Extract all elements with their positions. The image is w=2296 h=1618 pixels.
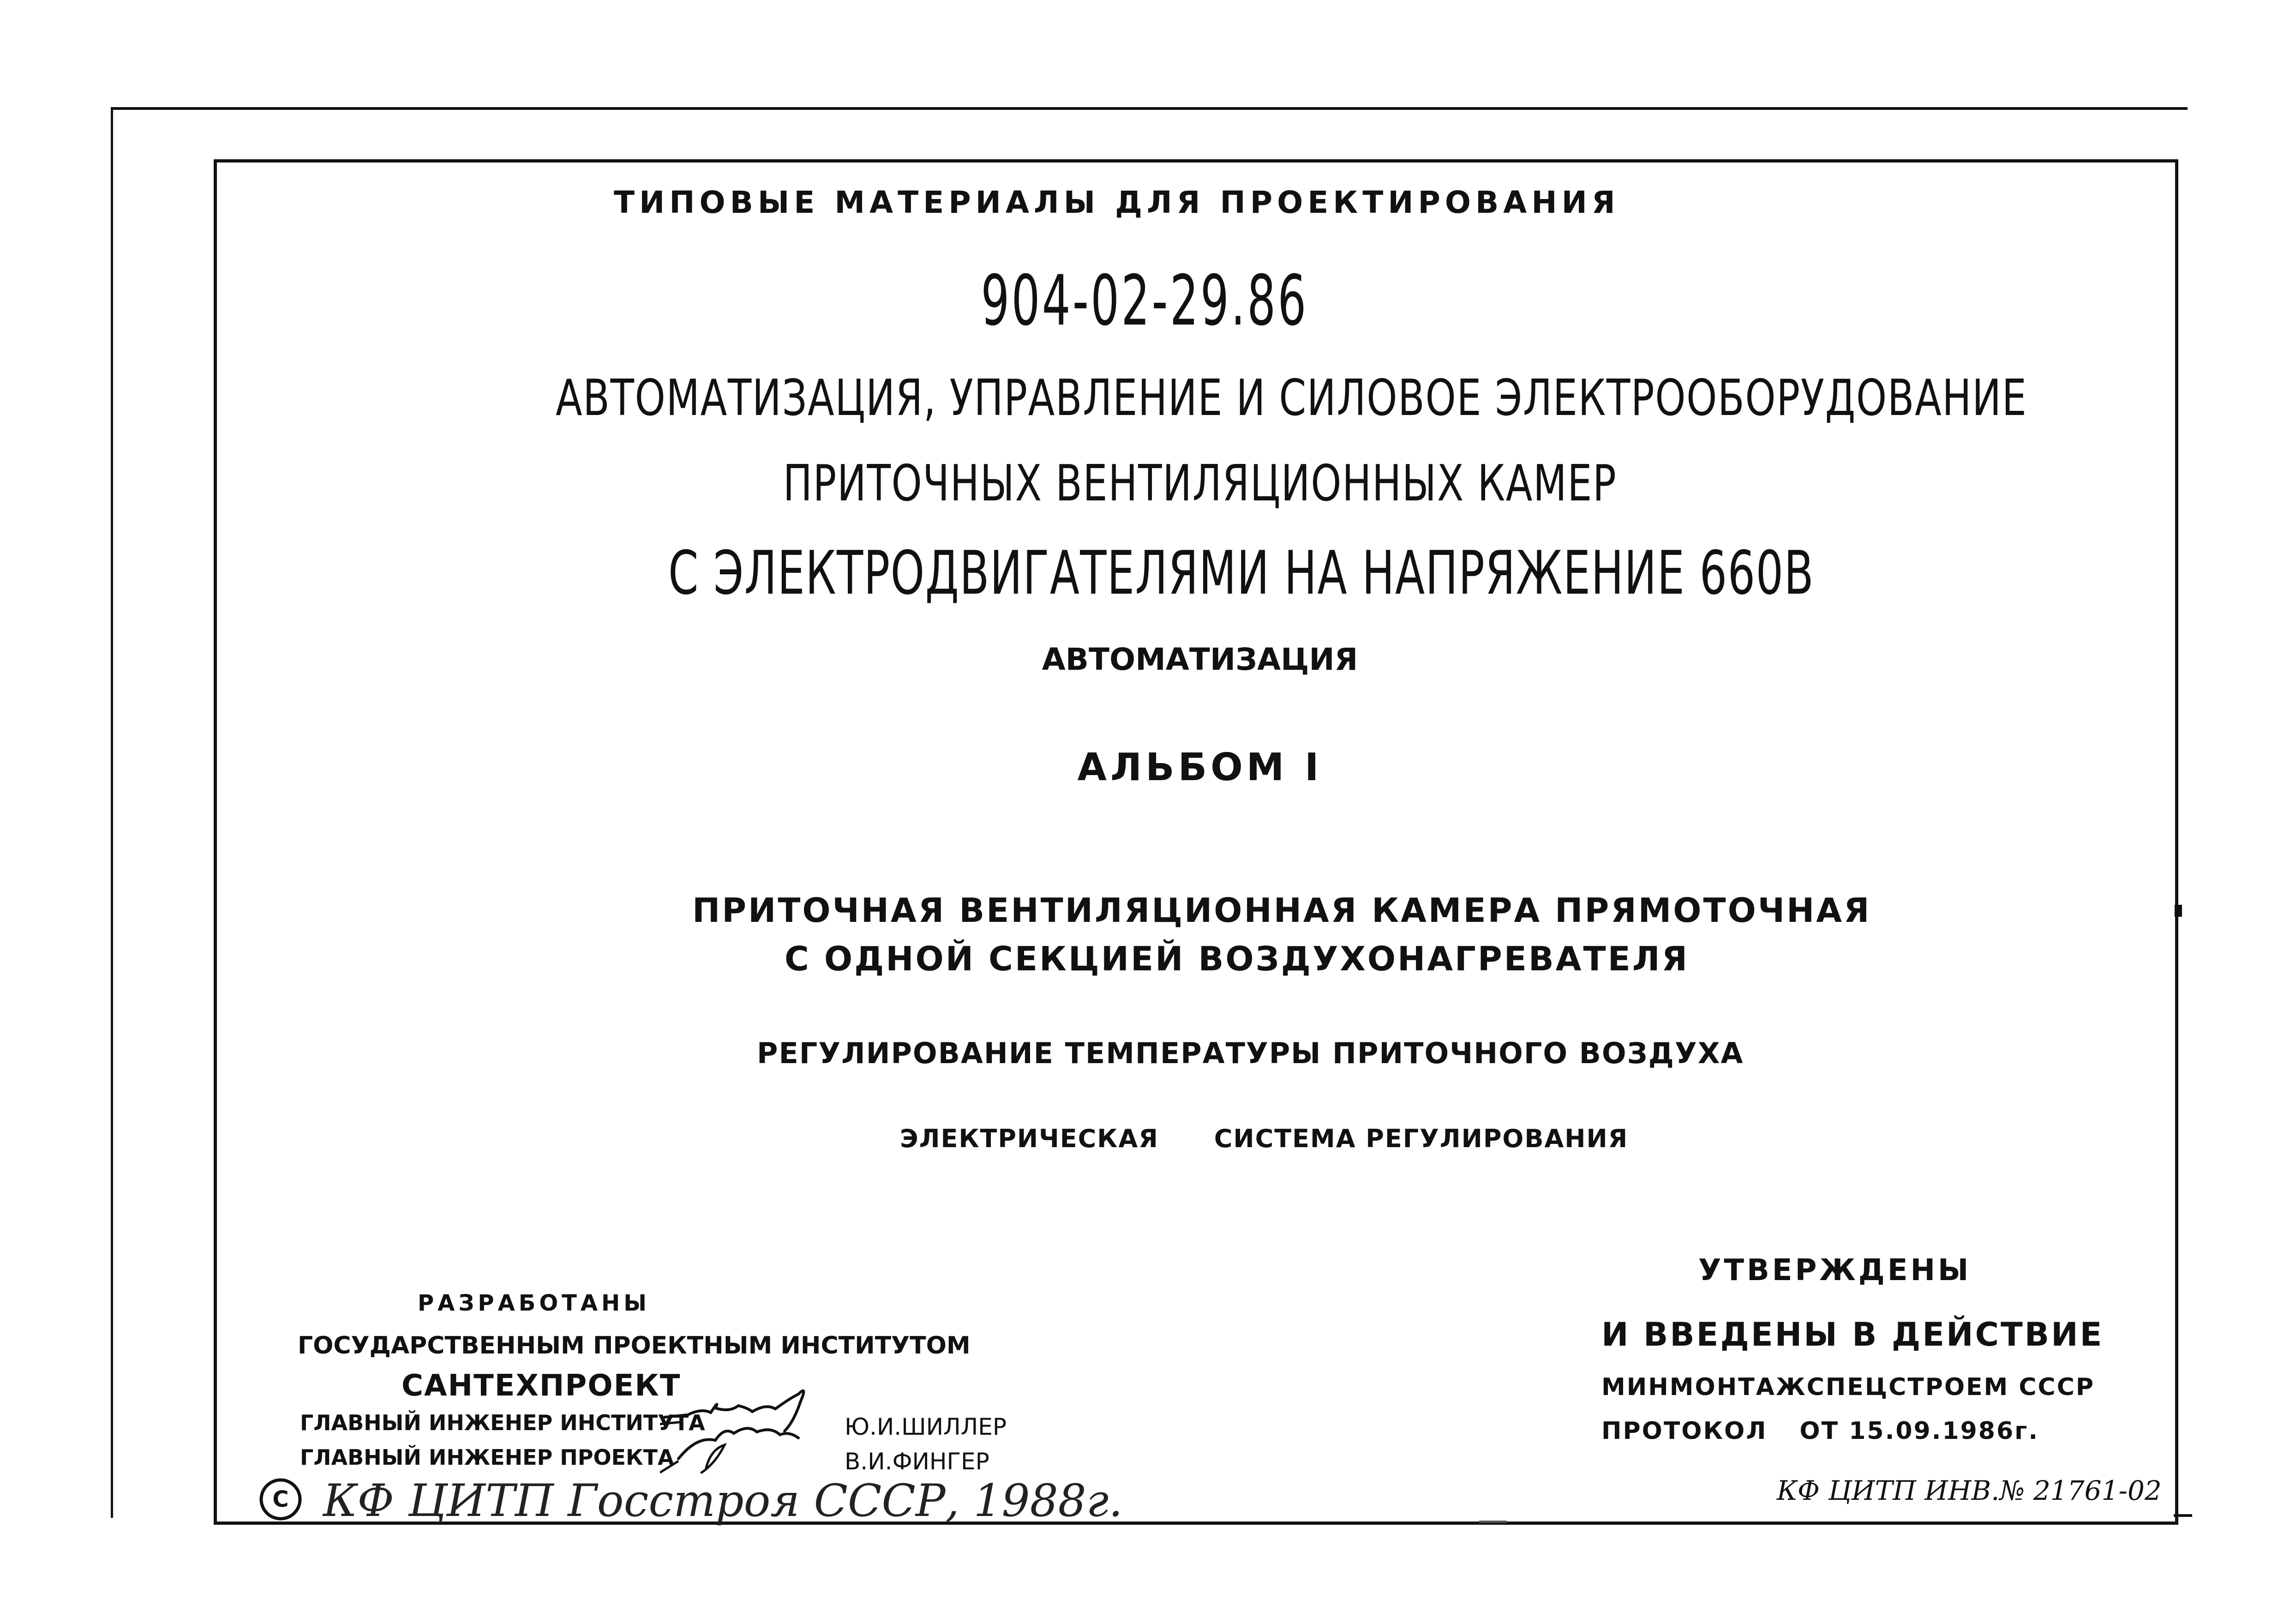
album-number: АЛЬБОМ I	[1077, 746, 1323, 789]
copyright-circle-icon	[258, 1477, 303, 1522]
chief-engineer-institute-name: Ю.И.ШИЛЛЕР	[845, 1413, 1007, 1440]
developed-heading: РАЗРАБОТАНЫ	[418, 1290, 650, 1316]
section-title: АВТОМАТИЗАЦИЯ	[1042, 642, 1358, 677]
svg-text:C: C	[272, 1486, 289, 1512]
chief-engineer-project-name: В.И.ФИНГЕР	[845, 1448, 989, 1475]
protocol-line	[1601, 1417, 2109, 1445]
document-code: 904-02-29.86	[981, 261, 1308, 341]
inventory-number: КФ ЦИТП ИНВ.№ 21761-02	[1777, 1475, 2162, 1506]
system-name: СИСТЕМА РЕГУЛИРОВАНИЯ	[1214, 1124, 1629, 1153]
institute-name: САНТЕХПРОЕКТ	[402, 1369, 681, 1403]
scan-artifact	[1479, 1521, 1507, 1523]
system-line	[900, 1124, 1629, 1153]
signatures	[660, 1380, 835, 1482]
approved-line-2: И ВВЕДЕНЫ В ДЕЙСТВИЕ	[1601, 1316, 2104, 1353]
left-page-edge	[111, 110, 113, 1518]
scan-artifact	[2175, 905, 2182, 917]
series-label: ТИПОВЫЕ МАТЕРИАЛЫ ДЛЯ ПРОЕКТИРОВАНИЯ	[614, 185, 1620, 220]
developed-institute-line: ГОСУДАРСТВЕННЫМ ПРОЕКТНЫМ ИНСТИТУТОМ	[298, 1332, 971, 1359]
title-line-2: ПРИТОЧНЫХ ВЕНТИЛЯЦИОННЫХ КАМЕР	[783, 455, 1617, 512]
top-rule	[111, 107, 2188, 110]
approved-heading: УТВЕРЖДЕНЫ	[1698, 1253, 1972, 1287]
protocol-date: ОТ 15.09.1986г.	[1799, 1417, 2039, 1445]
subject-line-2: С ОДНОЙ СЕКЦИЕЙ ВОЗДУХОНАГРЕВАТЕЛЯ	[785, 939, 1690, 978]
copyright-stamp: КФ ЦИТП Госстроя СССР, 1988г.	[323, 1475, 1123, 1527]
regulation-line: РЕГУЛИРОВАНИЕ ТЕМПЕРАТУРЫ ПРИТОЧНОГО ВОЗДУХА	[757, 1036, 1744, 1070]
title-line-1: АВТОМАТИЗАЦИЯ, УПРАВЛЕНИЕ И СИЛОВОЕ ЭЛЕКТРООБОРУДОВАНИЕ	[556, 369, 2027, 427]
title-line-3: С ЭЛЕКТРОДВИГАТЕЛЯМИ НА НАПРЯЖЕНИЕ 660В	[668, 538, 1815, 608]
protocol-label: ПРОТОКОЛ	[1601, 1417, 1768, 1445]
system-type: ЭЛЕКТРИЧЕСКАЯ	[900, 1124, 1159, 1153]
chief-engineer-institute-role: ГЛАВНЫЙ ИНЖЕНЕР ИНСТИТУТА	[300, 1410, 705, 1435]
chief-engineer-project-role: ГЛАВНЫЙ ИНЖЕНЕР ПРОЕКТА	[300, 1445, 674, 1470]
subject-line-1: ПРИТОЧНАЯ ВЕНТИЛЯЦИОННАЯ КАМЕРА ПРЯМОТОЧНАЯ	[692, 891, 1871, 930]
frame-corner-mark	[2174, 1514, 2192, 1517]
approving-authority: МИНМОНТАЖСПЕЦСТРОЕМ СССР	[1601, 1373, 2095, 1401]
